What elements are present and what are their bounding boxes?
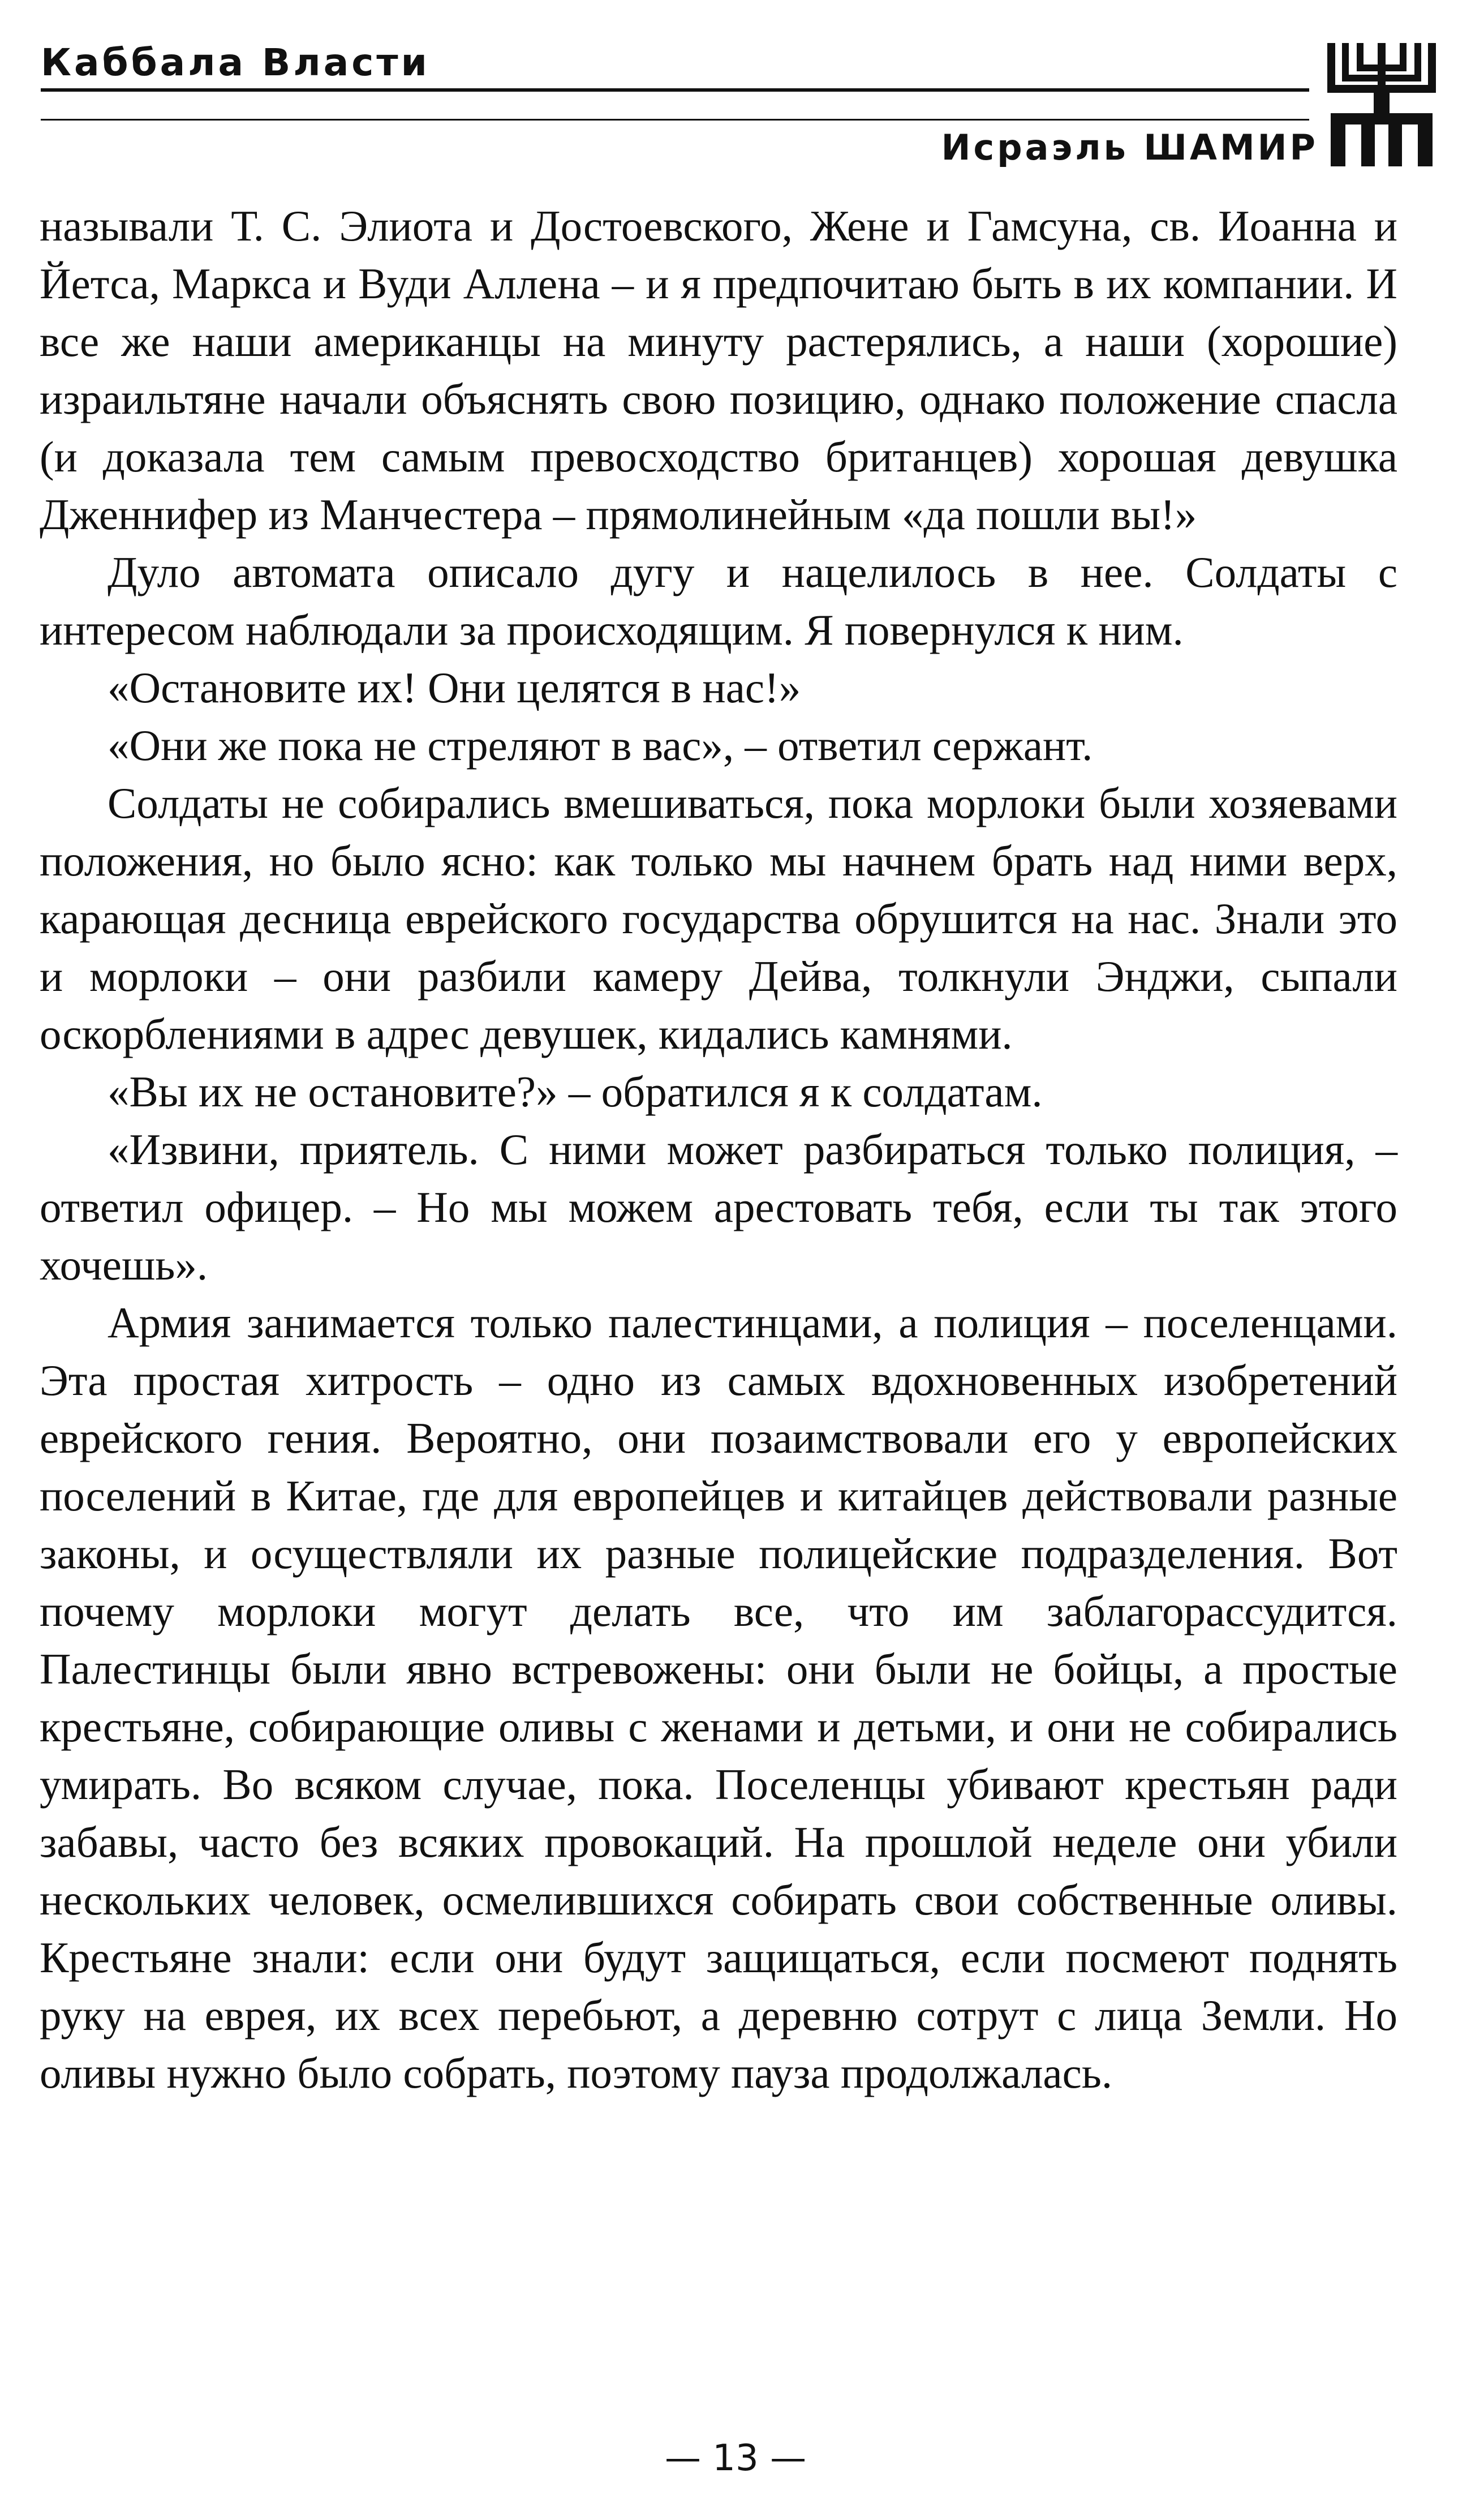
running-header-book-title: Каббала Власти xyxy=(41,41,430,84)
page-number: — 13 — xyxy=(664,2437,807,2479)
paragraph: «Извини, приятель. С ними может разбираться только полиция, – ответил офицер. – Но мы можем арестовать тебя, если ты так этого хочешь». xyxy=(40,1125,1397,1289)
menorah-emblem-icon xyxy=(1325,38,1438,169)
paragraph: «Остановите их! Они целятся в нас!» xyxy=(107,663,801,712)
paragraph: Солдаты не собирались вмешиваться, пока морлоки были хозяевами положения, но было ясно: как только мы начнем брать над ними верх, карающая десница еврейского государства обрушится на нас. Знали это и морлоки – они разбили камеру Дейва, толкнули Энджи, сыпали оскорблениями в адрес девушек, кидались камнями. xyxy=(40,779,1397,1058)
paragraph: Армия занимается только палестинцами, а полиция – поселенцами. Эта простая хитрость – одно из самых вдохновенных изобретений еврейского гения. Вероятно, они позаимствовали его у европейских поселений в Китае, где для европейцев и китайцев действовали разные законы, и осуществляли их разные полицейские подразделения. Вот почему морлоки могут делать все, что им заблагорассудится. Палестинцы были явно встревожены: они были не бойцы, а простые крестьяне, собирающие оливы с женами и детьми, и они не собирались умирать. Во всяком случае, пока. Поселенцы убивают крестьян ради забавы, часто без всяких провокаций. На прошлой неделе они убили нескольких человек, осмелившихся собирать свои собственные оливы. Крестьяне знали: если они будут защищаться, если посмеют поднять руку на еврея, их всех перебьют, а деревню сотрут с лица Земли. Но оливы нужно было собрать, поэтому пауза продолжалась. xyxy=(40,1298,1397,2097)
paragraph: «Вы их не остановите?» – обратился я к солдатам. xyxy=(107,1067,1043,1116)
paragraph: Дуло автомата описало дугу и нацелилось в нее. Солдаты с интересом наблюдали за происходящим. Я повернулся к ним. xyxy=(40,548,1397,654)
paragraph: называли Т. С. Элиота и Достоевского, Жене и Гамсуна, св. Иоанна и Йетса, Маркса и Вуди Аллена – и я предпочитаю быть в их компании. И все же наши американцы на минуту растерялись, а наши (хорошие) израильтяне начали объяснять свою позицию, однако положение спасла (и доказала тем самым превосходство британцев) хорошая девушка Дженнифер из Манчестера – прямолинейным «да пошли вы!» xyxy=(40,201,1397,539)
header-rule-thin xyxy=(41,119,1309,121)
body-text xyxy=(40,197,1397,2102)
header-rule-thick xyxy=(41,88,1309,92)
paragraph: «Они же пока не стреляют в вас», – ответил сержант. xyxy=(107,721,1093,770)
running-header-author: Исраэль ШАМИР xyxy=(941,127,1318,168)
